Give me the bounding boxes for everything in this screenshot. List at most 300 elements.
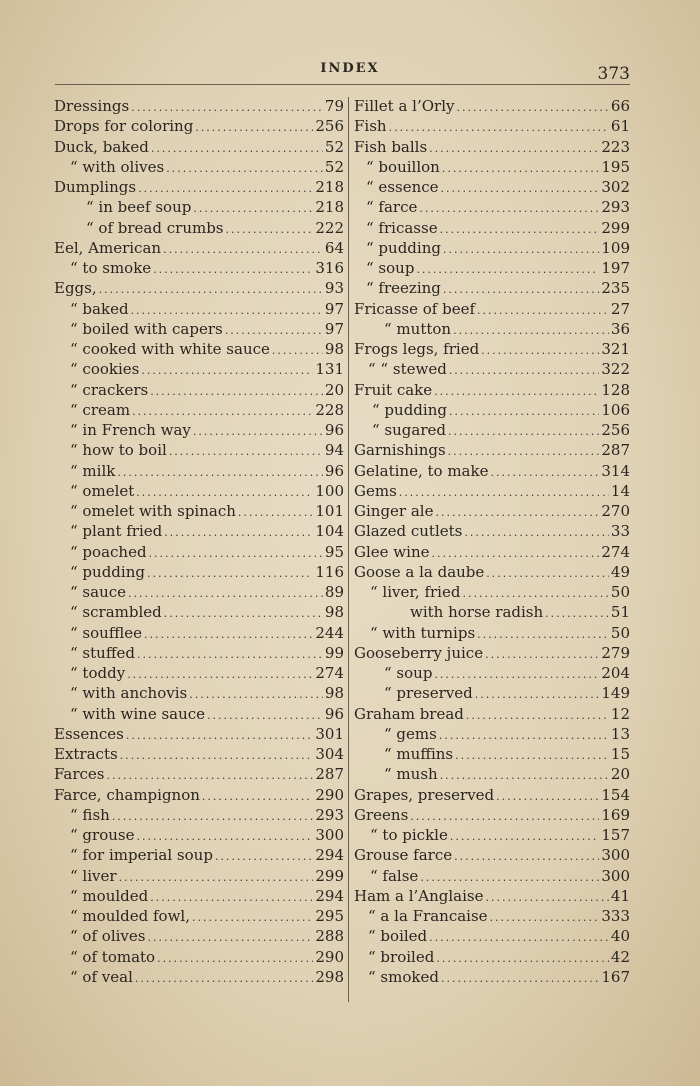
entry-text: “ pudding — [372, 400, 447, 419]
entry-page: 316 — [315, 259, 344, 277]
index-entry — [354, 663, 630, 683]
index-entry — [54, 724, 344, 744]
index-entry — [54, 947, 344, 967]
entry-page: 101 — [315, 502, 344, 520]
index-entry — [354, 238, 630, 258]
index-entry — [54, 299, 344, 319]
entry-text: “ fish — [70, 805, 110, 824]
dot-leader — [147, 564, 313, 584]
entry-page: 42 — [610, 947, 630, 966]
entry-text: Gems — [354, 481, 397, 500]
entry-text: Fish balls — [354, 137, 428, 156]
index-entry — [354, 886, 630, 906]
entry-text: “ with turnips — [370, 623, 476, 642]
dot-leader — [126, 726, 314, 746]
entry-text: “ cooked with white sauce — [70, 340, 270, 358]
entry-text: “ pudding — [366, 238, 441, 257]
dot-leader — [434, 382, 599, 402]
index-entry — [54, 481, 344, 501]
index-entry — [354, 967, 630, 987]
index-entry — [54, 116, 344, 136]
index-entry — [54, 339, 344, 359]
entry-text: “ omelet — [70, 481, 135, 500]
index-entry — [54, 886, 344, 906]
dot-leader — [195, 118, 313, 138]
entry-page: 314 — [601, 461, 630, 480]
entry-page: 49 — [610, 562, 630, 581]
dot-leader — [193, 199, 313, 219]
entry-page: 131 — [315, 360, 344, 379]
index-entry — [54, 359, 344, 379]
entry-page: 79 — [324, 97, 344, 115]
dot-leader — [106, 766, 313, 786]
entry-page: 128 — [601, 380, 630, 399]
entry-text: “ broiled — [368, 947, 435, 966]
index-entry — [54, 542, 344, 562]
index-entry — [354, 278, 630, 298]
entry-page: 96 — [324, 421, 344, 439]
index-entry — [54, 501, 344, 521]
dot-leader — [138, 179, 313, 199]
index-entry — [354, 521, 630, 541]
dot-leader — [131, 98, 323, 118]
dot-leader — [151, 139, 323, 159]
index-entry — [54, 197, 344, 217]
dot-leader — [439, 726, 609, 746]
entry-page: 109 — [601, 238, 630, 257]
entry-text: “ plant fried — [70, 522, 163, 541]
index-entry — [354, 177, 630, 197]
entry-text: Greens — [354, 805, 409, 824]
entry-page: 223 — [601, 137, 630, 156]
entry-text: “ crackers — [70, 380, 149, 399]
entry-text: “ soufflee — [70, 623, 143, 642]
entry-page: 299 — [601, 218, 630, 237]
entry-text: “ sauce — [70, 583, 127, 601]
dot-leader — [132, 402, 313, 422]
entry-page: 295 — [315, 907, 344, 925]
index-entry — [54, 96, 344, 116]
entry-text: Frogs legs, fried — [354, 340, 480, 358]
index-entry — [54, 764, 344, 784]
entry-page: 95 — [324, 542, 344, 561]
index-entry — [54, 238, 344, 258]
index-entry — [54, 825, 344, 845]
dot-leader — [450, 827, 600, 847]
dot-leader — [202, 787, 313, 807]
entry-text: “ farce — [366, 198, 418, 217]
entry-text: Gelatine, to make — [354, 461, 489, 480]
entry-text: “ moulded — [70, 886, 149, 905]
dot-leader — [169, 442, 323, 462]
entry-page: 270 — [601, 502, 630, 520]
dot-leader — [389, 118, 609, 138]
dot-leader — [164, 604, 323, 624]
entry-page: 154 — [601, 785, 630, 804]
entry-page: 197 — [601, 259, 630, 277]
entry-text: “ scrambled — [70, 603, 162, 622]
entry-text: “ in beef soup — [86, 198, 192, 217]
dot-leader — [486, 888, 609, 908]
entry-page: 98 — [324, 603, 344, 622]
index-entry — [54, 319, 344, 339]
entry-text: “ mush — [384, 765, 438, 784]
entry-text: Extracts — [54, 745, 118, 763]
dot-leader — [399, 483, 609, 503]
dot-leader — [449, 361, 600, 381]
entry-page: 27 — [610, 299, 630, 318]
index-entry — [54, 440, 344, 460]
dot-leader — [150, 382, 323, 402]
dot-leader — [431, 544, 599, 564]
index-entry — [54, 562, 344, 582]
entry-text: “ grouse — [70, 826, 135, 844]
dot-leader — [150, 888, 313, 908]
dot-leader — [466, 706, 609, 726]
entry-page: 293 — [601, 198, 630, 217]
entry-page: 20 — [610, 765, 630, 784]
entry-text: “ for imperial soup — [70, 846, 213, 865]
index-entry — [54, 420, 344, 440]
entry-text: “ essence — [366, 178, 439, 196]
index-entry — [54, 906, 344, 926]
entry-page: 98 — [324, 340, 344, 358]
header-rule — [55, 84, 630, 85]
index-entry — [354, 805, 630, 825]
entry-text: Goose a la daube — [354, 562, 485, 581]
index-entry — [354, 704, 630, 724]
entry-page: 274 — [315, 664, 344, 682]
entry-text: “ soup — [384, 664, 433, 682]
entry-page: 41 — [610, 886, 630, 905]
dot-leader — [443, 280, 599, 300]
entry-text: Graham bread — [354, 704, 464, 723]
dot-leader — [119, 868, 314, 888]
entry-page: 50 — [610, 583, 630, 601]
dot-leader — [429, 928, 609, 948]
index-column-right — [354, 96, 630, 987]
entry-text: “ sugared — [372, 421, 446, 439]
dot-leader — [434, 665, 599, 685]
index-entry — [54, 643, 344, 663]
entry-text: Ham a l’Anglaise — [354, 886, 484, 905]
entry-text: “ boiled — [368, 927, 428, 946]
entry-text: Eel, American — [54, 238, 162, 257]
dot-leader — [477, 301, 609, 321]
dot-leader — [215, 847, 313, 867]
index-entry — [354, 602, 630, 622]
dot-leader — [462, 584, 608, 604]
index-entry — [354, 339, 630, 359]
entry-text: “ liver, fried — [370, 583, 461, 601]
entry-text: “ fricasse — [366, 218, 438, 237]
entry-page: 149 — [601, 684, 630, 703]
index-entry — [354, 96, 630, 116]
entry-text: “ of tomato — [70, 947, 156, 966]
index-entry — [354, 440, 630, 460]
entry-text: “ “ stewed — [368, 360, 447, 379]
entry-text: Fricasse of beef — [354, 299, 476, 318]
entry-page: 256 — [601, 421, 630, 439]
page-number: 373 — [597, 64, 630, 84]
entry-text: Fruit cake — [354, 380, 433, 399]
entry-text: “ of olives — [70, 927, 146, 946]
index-entry — [354, 582, 630, 602]
index-entry — [54, 521, 344, 541]
entry-page: 167 — [601, 967, 630, 986]
entry-page: 228 — [315, 400, 344, 419]
index-entry — [354, 137, 630, 157]
index-entry — [354, 825, 630, 845]
entry-text: “ stuffed — [70, 643, 135, 662]
entry-page: 12 — [610, 704, 630, 723]
index-entry — [54, 602, 344, 622]
entry-page: 304 — [315, 745, 344, 763]
dot-leader — [436, 949, 609, 969]
entry-text: “ how to boil — [70, 441, 167, 460]
dot-leader — [153, 260, 313, 280]
entry-text: “ moulded fowl, — [70, 907, 190, 925]
dot-leader — [485, 645, 599, 665]
dot-leader — [481, 341, 599, 361]
entry-page: 256 — [315, 117, 344, 136]
entry-page: 321 — [601, 340, 630, 358]
entry-page: 50 — [610, 623, 630, 642]
dot-leader — [457, 98, 609, 118]
dot-leader — [141, 361, 313, 381]
entry-page: 97 — [324, 319, 344, 338]
entry-text: “ of bread crumbs — [86, 218, 224, 237]
entry-text: “ a la Francaise — [368, 907, 488, 925]
dot-leader — [449, 402, 599, 422]
index-entry — [54, 461, 344, 481]
index-entry — [54, 845, 344, 865]
dot-leader — [166, 159, 323, 179]
entry-text: with horse radish — [410, 603, 544, 622]
entry-page: 299 — [315, 866, 344, 885]
index-entry — [354, 116, 630, 136]
entry-text: “ mutton — [384, 319, 452, 338]
dot-leader — [464, 523, 609, 543]
index-entry — [354, 481, 630, 501]
index-entry — [354, 764, 630, 784]
index-entry — [54, 278, 344, 298]
entry-text: Glazed cutlets — [354, 522, 463, 541]
entry-text: “ smoked — [368, 967, 439, 986]
index-entry — [354, 400, 630, 420]
entry-text: “ with olives — [70, 157, 165, 176]
index-entry — [54, 400, 344, 420]
dot-leader — [453, 321, 609, 341]
dot-leader — [477, 625, 609, 645]
dot-leader — [135, 969, 313, 989]
entry-text: “ in French way — [70, 421, 191, 439]
entry-page: 333 — [601, 907, 630, 925]
dot-leader — [149, 544, 323, 564]
entry-page: 36 — [610, 319, 630, 338]
entry-page: 52 — [324, 157, 344, 176]
dot-leader — [441, 969, 599, 989]
index-entry — [354, 906, 630, 926]
dot-leader — [189, 685, 323, 705]
dot-leader — [192, 908, 313, 928]
entry-page: 99 — [324, 643, 344, 662]
index-entry — [54, 218, 344, 238]
entry-page: 51 — [610, 603, 630, 622]
dot-leader — [157, 949, 313, 969]
dot-leader — [272, 341, 323, 361]
entry-text: “ pudding — [70, 562, 145, 581]
entry-text: “ of veal — [70, 967, 133, 986]
entry-text: “ omelet with spinach — [70, 502, 236, 520]
entry-page: 290 — [315, 785, 344, 804]
entry-page: 294 — [315, 846, 344, 865]
entry-text: “ baked — [70, 299, 129, 318]
entry-page: 290 — [315, 947, 344, 966]
dot-leader — [486, 564, 609, 584]
entry-text: “ cookies — [70, 360, 140, 379]
entry-text: “ gems — [384, 724, 437, 743]
dot-leader — [164, 523, 313, 543]
entry-text: Fish — [354, 117, 387, 136]
column-divider — [348, 97, 349, 1002]
index-entry — [354, 218, 630, 238]
entry-text: “ toddy — [70, 664, 126, 682]
dot-leader — [131, 301, 323, 321]
entry-page: 287 — [601, 441, 630, 460]
dot-leader — [490, 463, 599, 483]
dot-leader — [226, 220, 314, 240]
dot-leader — [127, 665, 313, 685]
entry-text: “ cream — [70, 400, 131, 419]
entry-page: 302 — [601, 178, 630, 196]
dot-leader — [490, 908, 600, 928]
entry-page: 287 — [315, 765, 344, 784]
entry-page: 298 — [315, 967, 344, 986]
entry-text: “ boiled with capers — [70, 319, 223, 338]
dot-leader — [193, 422, 323, 442]
entry-text: Dressings — [54, 97, 130, 115]
entry-text: Grouse farce — [354, 846, 453, 865]
entry-text: Garnishings — [354, 441, 446, 460]
entry-page: 279 — [601, 643, 630, 662]
index-entry — [354, 542, 630, 562]
dot-leader — [238, 503, 313, 523]
dot-leader — [475, 685, 600, 705]
index-entry — [354, 866, 630, 886]
dot-leader — [443, 240, 599, 260]
entry-page: 294 — [315, 886, 344, 905]
index-entry — [54, 866, 344, 886]
dot-leader — [442, 159, 600, 179]
index-entry — [54, 157, 344, 177]
entry-text: Dumplings — [54, 178, 137, 196]
entry-page: 300 — [315, 826, 344, 844]
index-entry — [54, 785, 344, 805]
entry-page: 274 — [601, 542, 630, 561]
entry-page: 96 — [324, 461, 344, 480]
entry-text: “ to pickle — [370, 826, 448, 844]
entry-page: 98 — [324, 684, 344, 703]
entry-text: “ milk — [70, 461, 116, 480]
entry-text: Drops for coloring — [54, 117, 194, 136]
entry-page: 300 — [601, 866, 630, 885]
entry-page: 13 — [610, 724, 630, 743]
dot-leader — [416, 260, 599, 280]
entry-page: 97 — [324, 299, 344, 318]
entry-text: Farces — [54, 765, 105, 784]
index-entry — [54, 805, 344, 825]
entry-text: Duck, baked — [54, 137, 149, 156]
dot-leader — [435, 503, 599, 523]
entry-text: Essences — [54, 724, 124, 743]
index-entry — [354, 420, 630, 440]
entry-page: 96 — [324, 704, 344, 723]
index-entry — [354, 258, 630, 278]
entry-text: Fillet a l’Orly — [354, 97, 455, 115]
dot-leader — [545, 604, 609, 624]
entry-page: 116 — [315, 562, 344, 581]
dot-leader — [420, 868, 599, 888]
entry-page: 14 — [610, 481, 630, 500]
entry-text: “ soup — [366, 259, 415, 277]
entry-text: “ false — [370, 866, 419, 885]
entry-page: 100 — [315, 481, 344, 500]
dot-leader — [441, 179, 600, 199]
entry-page: 195 — [601, 157, 630, 176]
index-entry — [54, 663, 344, 683]
dot-leader — [225, 321, 323, 341]
entry-page: 218 — [315, 178, 344, 196]
index-entry — [354, 683, 630, 703]
index-entry — [354, 299, 630, 319]
dot-leader — [163, 240, 323, 260]
index-entry — [354, 643, 630, 663]
dot-leader — [147, 928, 313, 948]
dot-leader — [136, 483, 313, 503]
index-entry — [354, 845, 630, 865]
index-entry — [354, 623, 630, 643]
index-entry — [354, 926, 630, 946]
entry-text: “ muffins — [384, 745, 454, 763]
entry-page: 300 — [601, 846, 630, 865]
index-entry — [54, 582, 344, 602]
entry-text: Grapes, preserved — [354, 785, 495, 804]
entry-page: 204 — [601, 664, 630, 682]
dot-leader — [136, 827, 313, 847]
entry-text: Gooseberry juice — [354, 643, 484, 662]
dot-leader — [120, 746, 314, 766]
dot-leader — [448, 442, 600, 462]
entry-text: Eggs, — [54, 279, 97, 298]
index-entry — [354, 724, 630, 744]
entry-text: “ with wine sauce — [70, 704, 206, 723]
entry-page: 104 — [315, 522, 344, 541]
entry-page: 169 — [601, 805, 630, 824]
entry-text: “ poached — [70, 542, 147, 561]
index-entry — [354, 461, 630, 481]
index-entry — [54, 926, 344, 946]
index-entry — [54, 380, 344, 400]
entry-page: 93 — [324, 279, 344, 298]
index-entry — [54, 967, 344, 987]
entry-text: “ liver — [70, 866, 117, 885]
entry-page: 322 — [601, 360, 630, 379]
entry-text: Farce, champignon — [54, 785, 200, 804]
dot-leader — [144, 625, 313, 645]
dot-leader — [117, 463, 323, 483]
index-entry — [354, 380, 630, 400]
